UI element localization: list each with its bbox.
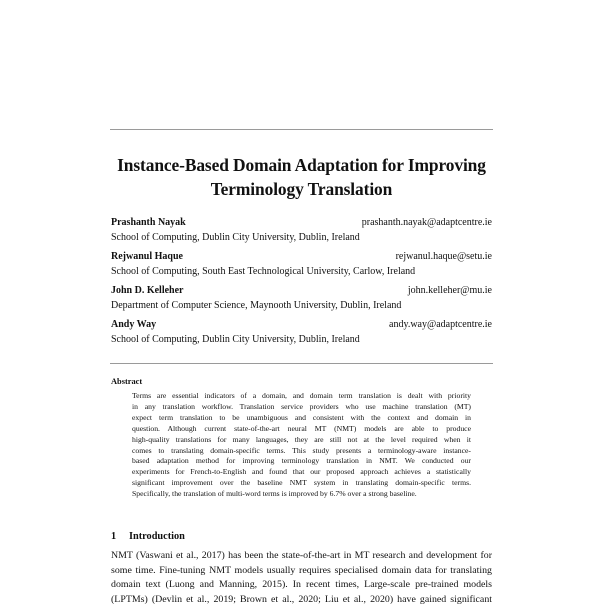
divider-rule [110,363,493,364]
abstract-body [132,391,471,500]
intro-body [111,549,492,607]
author-email[interactable]: andy.way@adaptcentre.ie [389,319,492,330]
abstract-line: in any translation workflow. Translation service providers who use machine translation (MT) [132,401,471,411]
body-line: some time. Fine-tuning NMT models usually requires specialised domain data for translating [111,564,492,576]
body-line: domain text (Luong and Manning, 2015). In recent times, Large-scale pre-trained models [111,579,492,591]
top-rule [110,129,493,130]
abstract-line: Terms are essential indicators of a domain, and domain term translation is dealt with priority [132,391,471,400]
author-block [111,249,492,279]
abstract-line: significant improvement over the baseline NMT system in translating domain-specific terms. [132,478,471,488]
author-block [111,283,492,313]
body-line: NMT (Vaswani et al., 2017) has been the state-of-the-art in MT research and development for [111,550,492,561]
author-block [111,317,492,347]
paper-title [100,153,503,201]
section-number: 1 [111,531,117,542]
abstract-line: based adaptation method for improving terminology translation in NMT. We conducted our [132,456,471,466]
title-line: Terminology Translation [210,179,393,199]
abstract-line: question. Although current state-of-the-art neural MT (NMT) models are able to produce [132,423,471,433]
section-title: Introduction [129,531,185,542]
abstract-line: expect term translation to be unambiguous and consistent with the context and domain in [132,412,471,422]
author-email[interactable]: rejwanul.haque@setu.ie [395,251,492,262]
author-name: Prashanth Nayak [111,217,186,228]
author-email[interactable]: prashanth.nayak@adaptcentre.ie [361,217,492,228]
abstract-line: comes to translating domain-specific terms. This study presents a terminology-aware instance- [132,445,471,455]
section-heading [111,531,185,542]
author-name: John D. Kelleher [111,285,184,296]
author-name: Andy Way [111,319,157,330]
author-affiliation: School of Computing, South East Technological University, Carlow, Ireland [111,266,416,277]
author-affiliation: School of Computing, Dublin City University, Dublin, Ireland [111,334,360,345]
author-affiliation: School of Computing, Dublin City University, Dublin, Ireland [111,232,360,243]
abstract-heading: Abstract [111,377,143,386]
title-line: Instance-Based Domain Adaptation for Improving [117,155,486,175]
abstract-line: high-quality translations for many languages, they are still not at the level required when it [132,434,471,444]
abstract-line: Specifically, the translation of multi-word terms is improved by 6.7% over a strong baseline. [132,489,417,499]
body-line: (LPTMs) (Devlin et al., 2019; Brown et al., 2020; Liu et al., 2020) have gained significant [111,593,492,605]
author-name: Rejwanul Haque [111,251,183,262]
abstract-line: experiments for French-to-English and found that our proposed approach achieves a statistically [132,467,471,477]
author-affiliation: Department of Computer Science, Maynooth University, Dublin, Ireland [111,300,402,311]
author-email[interactable]: john.kelleher@mu.ie [407,285,492,296]
author-block [111,215,492,245]
